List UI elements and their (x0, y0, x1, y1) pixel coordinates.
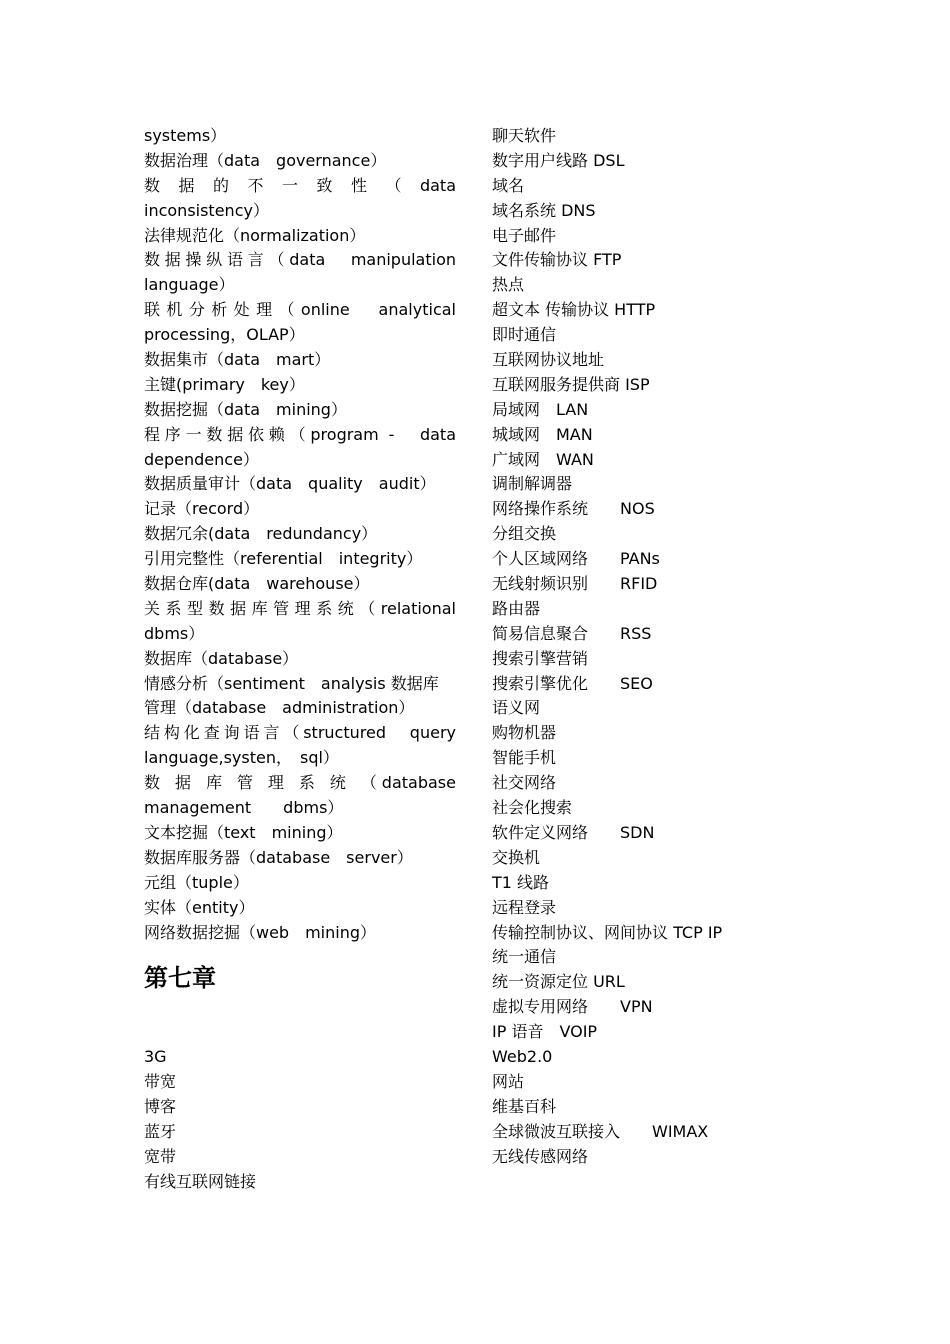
glossary-line: 网络操作系统 NOS (492, 499, 655, 519)
glossary-line: 博客 (144, 1097, 177, 1117)
glossary-line: 3G (144, 1047, 167, 1067)
glossary-line: dependence） (144, 449, 259, 469)
glossary-line: 社交网络 (492, 773, 557, 793)
glossary-line: 搜索引擎营销 (492, 648, 589, 668)
glossary-line: 引用完整性（referential integrity） (144, 549, 423, 569)
glossary-line: 无线射频识别 RFID (492, 574, 658, 594)
glossary-line: 语义网 (492, 698, 541, 718)
glossary-line: 关系型数据库管理系统（relational (144, 598, 456, 618)
glossary-line: 维基百科 (492, 1096, 557, 1116)
glossary-line: 统一资源定位 URL (492, 972, 625, 992)
glossary-line: 局域网 LAN (492, 399, 589, 419)
glossary-line: 聊天软件 (492, 126, 557, 145)
glossary-line: 热点 (492, 275, 525, 295)
glossary-line: 即时通信 (492, 325, 557, 345)
glossary-line: processing，OLAP） (144, 325, 305, 345)
glossary-line: 智能手机 (492, 748, 557, 768)
left-column (144, 124, 456, 1195)
glossary-line: 记录（record） (144, 499, 260, 519)
glossary-line: 远程登录 (492, 897, 557, 917)
glossary-line: 蓝牙 (144, 1122, 177, 1142)
glossary-line: dbms） (144, 623, 205, 643)
glossary-list-right (492, 124, 792, 1169)
glossary-line: language） (144, 275, 235, 295)
glossary-line: 数据冗余(data redundancy） (144, 524, 378, 544)
glossary-line: 社会化搜索 (492, 798, 573, 818)
chapter-heading: 第七章 (144, 964, 216, 993)
glossary-line: 数据操纵语言（data manipulation (144, 250, 456, 270)
glossary-line: 统一通信 (492, 947, 557, 967)
glossary-line: 网站 (492, 1071, 525, 1091)
glossary-line: 联机分析处理（online analytical (144, 300, 456, 320)
glossary-list-before-chapter (144, 124, 456, 945)
glossary-line: 无线传感网络 (492, 1146, 589, 1166)
glossary-line: 宽带 (144, 1146, 177, 1166)
glossary-line: 数据库服务器（database server） (144, 847, 413, 867)
glossary-line: 数据治理（data governance） (144, 150, 387, 170)
glossary-line: inconsistency） (144, 200, 269, 220)
glossary-line: Web2.0 (492, 1046, 553, 1066)
glossary-line: 管理（database administration） (144, 698, 415, 718)
glossary-line: 数 据 的 不 一 致 性 （ data (144, 175, 456, 195)
glossary-line: 调制解调器 (492, 474, 573, 494)
glossary-line: 带宽 (144, 1072, 177, 1092)
glossary-line: 全球微波互联接入 WIMAX (492, 1121, 709, 1141)
glossary-line: language,systen， sql） (144, 748, 339, 768)
glossary-line: management dbms） (144, 798, 344, 818)
glossary-line: 个人区域网络 PANs (492, 549, 660, 569)
glossary-line: 程序一数据依赖（program - data (144, 424, 456, 444)
glossary-line: 域名系统 DNS (492, 200, 596, 220)
glossary-line: 网络数据挖掘（web mining） (144, 922, 377, 942)
glossary-line: 交换机 (492, 847, 541, 867)
glossary-line: T1 线路 (492, 872, 550, 892)
glossary-line: 数据质量审计（data quality audit） (144, 474, 436, 494)
glossary-line: 电子邮件 (492, 225, 557, 245)
glossary-line: 路由器 (492, 598, 541, 618)
glossary-line: 文本挖掘（text mining） (144, 822, 343, 842)
glossary-line: 分组交换 (492, 524, 557, 544)
glossary-line: 传输控制协议、网间协议 TCP IP (492, 922, 723, 942)
glossary-line: 数据集市（data mart） (144, 350, 331, 370)
glossary-line: 文件传输协议 FTP (492, 250, 622, 270)
glossary-line: 搜索引擎优化 SEO (492, 673, 653, 693)
glossary-line: 互联网服务提供商 ISP (492, 374, 650, 394)
glossary-line: 情感分析（sentiment analysis 数据库 (144, 673, 439, 693)
glossary-line: 城域网 MAN (492, 424, 593, 444)
glossary-line: 实体（entity） (144, 897, 255, 917)
glossary-line: 互联网协议地址 (492, 350, 605, 370)
glossary-line: 虚拟专用网络 VPN (492, 997, 653, 1017)
glossary-line: 法律规范化（normalization） (144, 225, 366, 245)
glossary-line: 简易信息聚合 RSS (492, 623, 652, 643)
glossary-line: 超文本 传输协议 HTTP (492, 300, 656, 320)
glossary-line: 购物机器 (492, 723, 557, 743)
glossary-line: 数据库（database） (144, 648, 299, 668)
glossary-list-after-chapter (144, 1045, 456, 1194)
glossary-line: 有线互联网链接 (144, 1171, 257, 1191)
glossary-line: 元组（tuple） (144, 872, 249, 892)
glossary-line: 域名 (492, 175, 525, 195)
glossary-line: 数据仓库(data warehouse） (144, 574, 370, 594)
glossary-line: IP 语音 VOIP (492, 1022, 598, 1042)
glossary-line: 数 据 库 管 理 系 统 （database (144, 773, 456, 793)
glossary-line: 数据挖掘（data mining） (144, 399, 347, 419)
glossary-line: 主键(primary key） (144, 374, 305, 394)
glossary-line: 数字用户线路 DSL (492, 150, 625, 170)
glossary-line: systems） (144, 126, 227, 145)
glossary-line: 结构化查询语言（structured query (144, 723, 456, 743)
glossary-line: 广域网 WAN (492, 449, 594, 469)
glossary-line: 软件定义网络 SDN (492, 822, 655, 842)
right-column (492, 124, 792, 1169)
